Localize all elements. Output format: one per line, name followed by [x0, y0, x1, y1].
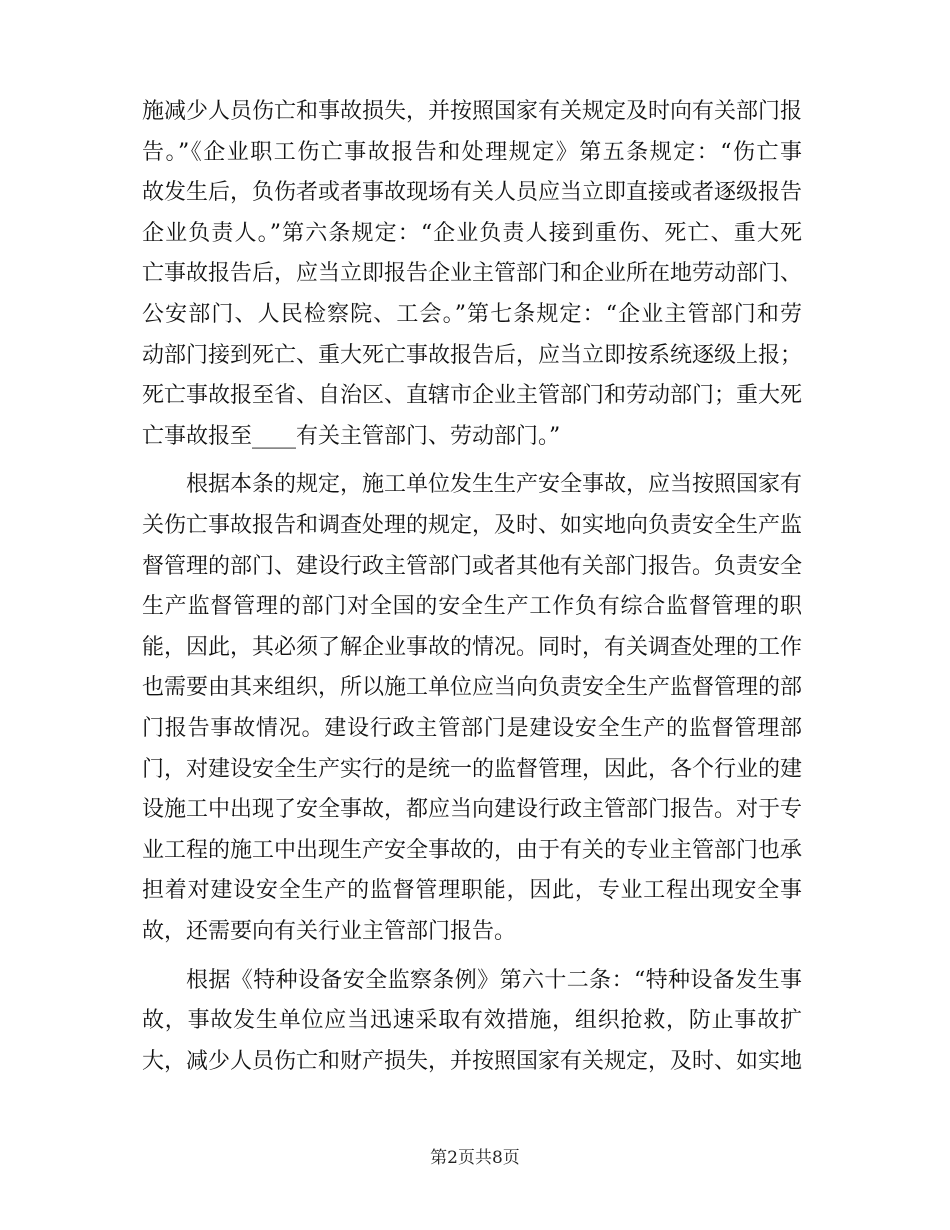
text-line: 能，因此，其必须了解企业事故的情况。同时，有关调查处理的工作	[142, 634, 803, 660]
text-line: 告。”《企业职工伤亡事故报告和处理规定》第五条规定：“伤亡事	[142, 139, 802, 165]
text-line: 动部门接到死亡、重大死亡事故报告后，应当立即按系统逐级上报；	[142, 342, 803, 368]
text-line: 故发生后，负伤者或者事故现场有关人员应当立即直接或者逐级报告	[142, 180, 803, 206]
text-line: 门，对建设安全生产实行的是统一的监督管理，因此，各个行业的建	[142, 756, 803, 782]
text-line: 设施工中出现了安全事故，都应当向建设行政主管部门报告。对于专	[142, 797, 803, 823]
text-line: 根据本条的规定，施工单位发生生产安全事故，应当按照国家有	[186, 472, 803, 498]
text-line: 督管理的部门、建设行政主管部门或者其他有关部门报告。负责安全	[142, 553, 803, 579]
text-line: 故，还需要向有关行业主管部门报告。	[142, 919, 517, 944]
text-line: 大，减少人员伤亡和财产损失，并按照国家有关规定，及时、如实地	[142, 1048, 803, 1074]
text-line: 死亡事故报至省、自治区、直辖市企业主管部门和劳动部门；重大死	[142, 383, 803, 409]
text-line: 亡事故报至____有关主管部门、劳动部门。”	[142, 423, 561, 449]
text-line: 担着对建设安全生产的监督管理职能，因此，专业工程出现安全事	[142, 878, 802, 904]
text-line: 亡事故报告后，应当立即报告企业主管部门和企业所在地劳动部门、	[142, 261, 803, 287]
text-line: 也需要由其来组织，所以施工单位应当向负责安全生产监督管理的部	[142, 675, 803, 701]
page-number-footer: 第2页共8页	[430, 1148, 520, 1168]
text-line: 门报告事故情况。建设行政主管部门是建设安全生产的监督管理部	[142, 716, 802, 741]
text-line: 施减少人员伤亡和事故损失，并按照国家有关规定及时向有关部门报	[142, 99, 803, 124]
text-line: 故，事故发生单位应当迅速采取有效措施，组织抢救，防止事故扩	[142, 1008, 802, 1034]
text-line: 公安部门、人民检察院、工会。”第七条规定：“企业主管部门和劳	[142, 302, 802, 327]
text-line: 生产监督管理的部门对全国的安全生产工作负有综合监督管理的职	[142, 594, 802, 620]
text-line: 关伤亡事故报告和调查处理的规定，及时、如实地向负责安全生产监	[142, 513, 803, 538]
text-line: 根据《特种设备安全监察条例》第六十二条：“特种设备发生事	[186, 967, 802, 993]
text-line: 企业负责人。”第六条规定：“企业负责人接到重伤、死亡、重大死	[142, 220, 802, 246]
text-line: 业工程的施工中出现生产安全事故的，由于有关的专业主管部门也承	[142, 837, 803, 863]
